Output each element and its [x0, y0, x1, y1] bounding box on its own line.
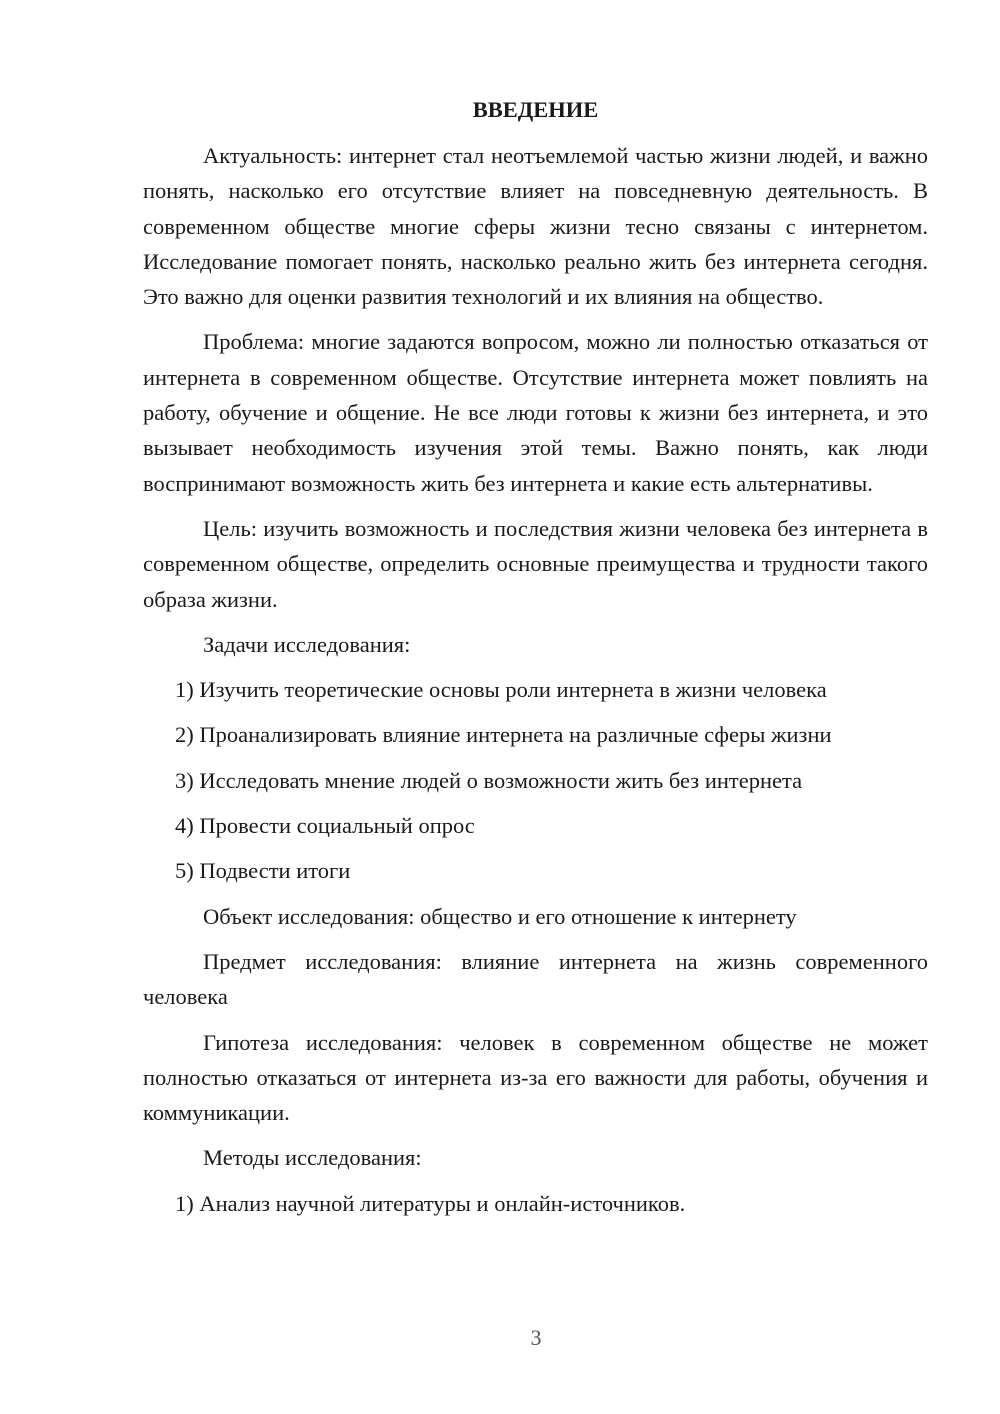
page-title: ВВЕДЕНИЕ	[472, 97, 599, 122]
page-number: 3	[530, 1325, 542, 1350]
paragraph-relevance: Актуальность: интернет стал неотъемлемой частью жизни людей, и важно понять, насколько его отсутствие влияет на повседневную деятельность. В современном обществе многие сферы жизни тесно связаны с интернетом. Исследование помогает понять, насколько реально жить без интернета сегодня. Это важно для оценки развития технологий и их влияния на общество.	[143, 143, 928, 310]
paragraph-goal: Цель: изучить возможность и последствия жизни человека без интернета в современном обществе, определить основные преимущества и трудности такого образа жизни.	[143, 515, 928, 612]
task-item-4: 4) Провести социальный опрос	[175, 813, 475, 839]
paragraph-problem: Проблема: многие задаются вопросом, можно ли полностью отказаться от интернета в современном обществе. Отсутствие интернета может повлиять на работу, обучение и общение. Не все люди готовы к жизни без интернета, и это вызывает необходимость изучения этой темы. Важно понять, как люди воспринимают возможность жить без интернета и какие есть альтернативы.	[143, 329, 928, 496]
paragraph-hypothesis: Гипотеза исследования: человек в современном обществе не может полностью отказаться от интернета из-за его важности для работы, обучения и коммуникации.	[143, 1029, 928, 1126]
task-item-1: 1) Изучить теоретические основы роли интернета в жизни человека	[175, 677, 827, 703]
task-item-5: 5) Подвести итоги	[175, 858, 351, 884]
document-page	[143, 92, 928, 1231]
task-item-3: 3) Исследовать мнение людей о возможности жить без интернета	[175, 767, 803, 793]
tasks-label: Задачи исследования:	[203, 631, 411, 657]
paragraph-subject: Предмет исследования: влияние интернета на жизнь современного человека	[143, 948, 928, 1010]
method-item-1: 1) Анализ научной литературы и онлайн-источников.	[175, 1190, 686, 1216]
methods-label: Методы исследования:	[203, 1145, 422, 1171]
task-item-2: 2) Проанализировать влияние интернета на различные сферы жизни	[175, 722, 832, 748]
paragraph-object: Объект исследования: общество и его отношение к интернету	[203, 903, 797, 929]
